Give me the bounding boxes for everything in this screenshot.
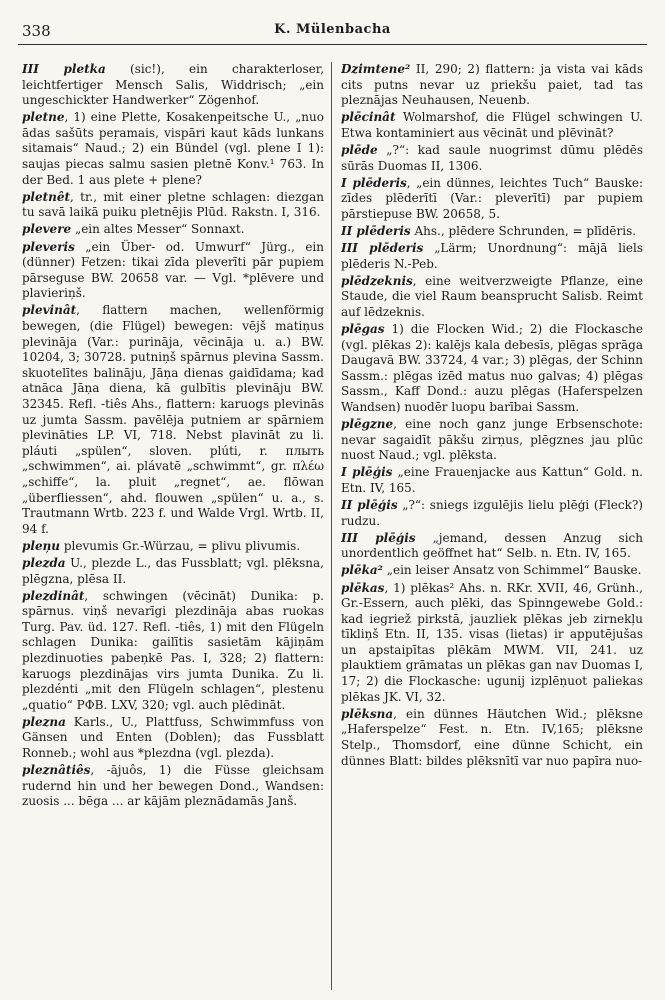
dictionary-entry: II plēderis Ahs., plēdere Schrunden, = plīdēris.	[341, 223, 637, 238]
dictionary-entry: plēdzeknis, eine weitverzweigte Pflanze, eine Staude, die viel Raum beansprucht Salisb. Reimt auf lēdzeknis.	[341, 273, 643, 319]
headword: I plēderis	[341, 175, 407, 190]
left-column	[22, 62, 324, 990]
dictionary-entry: plezna Karls., U., Plattfuss, Schwimmfuss von Gänsen und Enten (Doblen); das Fussblatt Ronneb.; wohl aus *plezdna (vgl. plezda).	[22, 714, 324, 761]
headword: pleznâtiês	[22, 763, 91, 778]
dictionary-entry: III plēģis „jemand, dessen Anzug sich unordentlich geöffnet hat“ Selb. n. Etn. IV, 165.	[341, 530, 643, 561]
dictionary-entry: plēgas 1) die Flocken Wid.; 2) die Flockasche (vgl. plēkas 2): kalējs kala debesīs, plēgas sprāga Daugavā BW. 33724, 4 var.; 3) plēgas, der Schinn Sassm.: plēgas izēd matus nuo galvas; 4) plēgas Sassm., Kaff Dond.: auzu plēgas (Haferspelzen Wandsen) nuodēr luopu barībai Sassm.	[341, 322, 643, 414]
headword: plēgas	[341, 322, 385, 336]
headword: II plēģis	[341, 498, 398, 513]
headword: I plēģis	[341, 465, 393, 480]
page-header	[18, 22, 647, 45]
headword: III pletka	[22, 62, 106, 76]
dictionary-entry: plevinât, flattern machen, wellenförmig bewegen, (die Flügel) bewegen: vējš matiņus plevināja (Var.: purināja, vēcināja u. a.) BW. 10204, 3; 30728. putniņš spārnus plevina Sassm. skuotelītes balināju, Jāņa dienas gaidīdama; kad atnāca Jāņa diena, kā gulbītis plevināju BW. 32345. Refl. -tiês Ahs., flattern: karuogs plevinās uz jumta Sassm. pavēlēja putniem ar spārniem plevināties LP. VI, 718. Nebst plavināt zu li. pláuti „spülen“, sloven. plúti, r. плыть „schwimmen“, ai. plávatē „schwimmt“, gr. πλέω „schiffe“, la. pluit „regnet“, ae. flōwan „überfliessen“, ahd. flouwen „spülen“ u. a., s. Trautmann Wrtb. 223 f. und Walde Vrgl. Wrtb. II, 94 f.	[22, 303, 324, 536]
headword: II plēderis	[341, 223, 411, 238]
headword: pleņu	[22, 538, 61, 553]
headword: plezda	[22, 555, 66, 570]
headword: III plēģis	[341, 530, 416, 545]
dictionary-entry: I plēģis „eine Frauenjacke aus Kattun“ Gold. n. Etn. IV, 165.	[341, 465, 643, 495]
headword: pletnêt	[22, 189, 71, 204]
headword: plēdzeknis	[341, 273, 413, 288]
dictionary-entry: plēkas, 1) plēkas² Ahs. n. RKr. XVII, 46, Grünh., Gr.-Essern, auch plēki, das Spinngewebe Gold.: kad iegriež pirkstā, jauzliek plēkas jeb zirnekļu tīkliņš Etn. II, 135. visas (lietas) ir apputējušas un apstaipītas plēkām MWM. VII, 241. uz plauktiem grāmatas un plēkas gan nav Duomas I, 17; 2) die Flockasche: ugunij izplēņuot paliekas plēkas JK. VI, 32.	[341, 580, 643, 704]
dictionary-entry: plezda U., plezde L., das Fussblatt; vgl. plēksna, plēgzna, plēsa II.	[22, 555, 324, 586]
dictionary-entry: plēde „?“: kad saule nuogrimst dūmu plēdēs sūrās Duomas II, 1306.	[341, 142, 643, 173]
running-head: K. Mülenbacha	[274, 22, 391, 37]
dictionary-entry: plezdinât, schwingen (vēcināt) Dunika: p. spārnus. viņš nevarīgi plezdināja abas ruokas Turg. Pav. üd. 127. Refl. -tiês, 1) mit den Flügeln schlagen Dunika: gailītis sasietām kājiņām plezdinuoties pabeņkē Pas. I, 328; 2) flattern: karuogs plezdinājas virs jumta Dunika. Zu li. plezdénti „mit den Flügeln schlagen“, plestenu „quatio“ РФВ. LXV, 320; vgl. auch plēdināt.	[22, 588, 324, 712]
dictionary-entry: plēksna, ein dünnes Häutchen Wid.; plēksne „Haferspelze“ Fest. n. Etn. IV,165; plēksne Stelp., Thomsdorf, eine dünne Schicht, ein dünnes Blatt: bildes plēksnītī var nuo papīra nuo-	[341, 706, 643, 768]
headword: plevere	[22, 222, 72, 237]
headword: plezdinât	[22, 588, 85, 603]
dictionary-entry: pleņu plevumis Gr.-Würzau, = plivu plivumis.	[22, 538, 301, 553]
dictionary-entry: pletne, 1) eine Plette, Kosakenpeitsche U., „nuo ādas sašūts peŗamais, vispāri kaut kāds lunkans sitamais“ Naud.; 2) ein Bündel (vgl. plene I 1): saujas piecas salmu sasien pletnē Konv.¹ 763. In der Bed. 1 aus plete + plene?	[22, 110, 324, 187]
dictionary-entry: III pletka (sic!), ein charakterloser, leichtfertiger Mensch Salis, Widdrisch; „ein ungeschickter Handwerker“ Zögenhof.	[22, 62, 324, 108]
headword: pletne	[22, 110, 65, 125]
dictionary-entry: plevere „ein altes Messer“ Sonnaxt.	[22, 222, 245, 237]
dictionary-entry: pleznâtiês, -ājuôs, 1) die Füsse gleichsam rudernd hin und her bewegen Dond., Wandsen: zuosis ... bēga ... ar kājām pleznādamās Janš.	[22, 763, 324, 809]
right-column	[341, 62, 643, 990]
headword: plevinât	[22, 303, 77, 318]
headword: pleveris	[22, 239, 75, 254]
dictionary-entry: Dzimtene² II, 290; 2) flattern: ja vista vai kāds cits putns nevar uz priekšu paiet, tad tas pleznājas Neuhausen, Neuenb.	[341, 62, 643, 108]
dictionary-entry: pletnêt, tr., mit einer pletne schlagen: diezgan tu savā laikā puiku pletnējis Plūd. Rakstn. I, 316.	[22, 189, 324, 220]
dictionary-entry: III plēderis „Lärm; Unordnung“: mājā liels plēderis N.-Peb.	[341, 241, 643, 271]
dictionary-entry: pleveris „ein Über- od. Umwurf“ Jürg., ein (dünner) Fetzen: tikai zīda pleverīti pār pupiem pārseguse BW. 20658 var. — Vgl. *plēvere und plavieriņš.	[22, 239, 324, 301]
headword: plēgzne	[341, 417, 394, 432]
headword: plezna	[22, 714, 66, 729]
headword: Dzimtene²	[341, 62, 411, 76]
headword: plēde	[341, 142, 378, 157]
dictionary-entry: II plēģis „?“: sniegs izgulējis lielu plēģi (Fleck?) rudzu.	[341, 498, 643, 528]
column-divider	[331, 62, 332, 990]
headword: plēksna	[341, 706, 394, 721]
dictionary-entry: plēgzne, eine noch ganz junge Erbsenschote: nevar sagaidīt pākšu zirņus, plēgznes jau plūc nuost Naud.; vgl. plēksta.	[341, 417, 643, 463]
headword: III plēderis	[341, 241, 424, 256]
dictionary-entry: plēcinât Wolmarshof, die Flügel schwingen U. Etwa kontaminiert aus vēcināt und plēvināt?	[341, 110, 643, 140]
dictionary-entry: plēka² „ein leiser Ansatz von Schimmel“ Bauske.	[341, 563, 642, 578]
headword: plēkas	[341, 580, 385, 595]
headword: plēka²	[341, 563, 383, 578]
dictionary-entry: I plēderis, „ein dünnes, leichtes Tuch“ Bauske: zīdes plēderītī (Var.: pleverītī) par pupiem pārstiepuse BW. 20658, 5.	[341, 175, 643, 221]
page-number: 338	[22, 22, 51, 40]
headword: plēcinât	[341, 110, 396, 125]
